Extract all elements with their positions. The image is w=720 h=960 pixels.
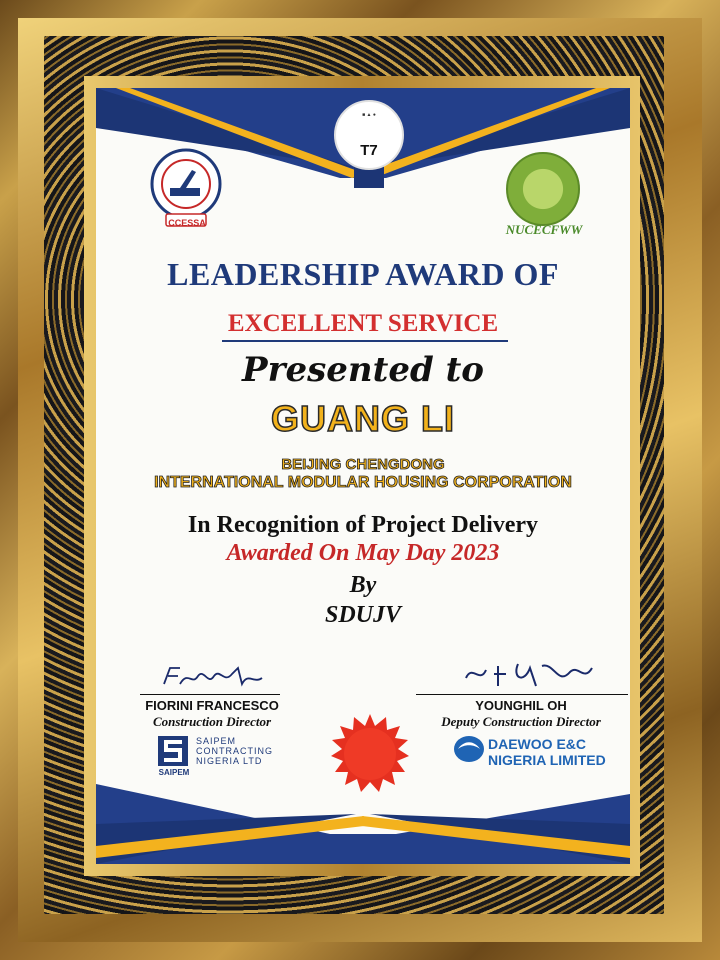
nucecfww-logo — [506, 152, 580, 226]
signatory-name-left: FIORINI FRANCESCO — [145, 698, 279, 713]
signature-left — [158, 662, 268, 692]
center-badge — [334, 100, 404, 170]
signatory-name-right: YOUNGHIL OH — [475, 698, 567, 713]
by-label: By — [349, 572, 377, 598]
ccessa-label: CCESSA — [168, 218, 206, 228]
nucecfww-label: NUCECFWW — [505, 222, 583, 237]
signature-line-left — [140, 694, 280, 695]
issuer-name: SDUJV — [324, 602, 402, 628]
signatory-role-left: Construction Director — [152, 714, 272, 729]
signature-line-right — [416, 694, 628, 695]
award-subtitle: EXCELLENT SERVICE — [227, 310, 499, 337]
company-name-line1: BEIJING CHENGDONG — [281, 456, 445, 473]
signature-right — [458, 658, 598, 692]
saipem-company-name: SAIPEM CONTRACTING NIGERIA LTD — [196, 736, 273, 766]
daewoo-company-name: DAEWOO E&C NIGERIA LIMITED — [488, 736, 606, 768]
certificate — [96, 88, 630, 864]
saipem-logo-label: SAIPEM — [158, 768, 190, 777]
badge-label: T7 — [360, 142, 378, 159]
award-title: LEADERSHIP AWARD OF — [167, 256, 559, 292]
award-date: Awarded On May Day 2023 — [226, 540, 500, 566]
subtitle-underline — [222, 340, 508, 342]
badge-partner-logos: ■ ▲ ● — [362, 112, 376, 118]
recognition-text: In Recognition of Project Delivery — [187, 512, 539, 538]
recipient-name: GUANG LI — [271, 398, 455, 439]
red-seal-icon — [328, 712, 412, 796]
company-name-line2: INTERNATIONAL MODULAR HOUSING CORPORATION — [154, 474, 572, 491]
presented-to-text: Presented to — [242, 350, 484, 390]
signatory-role-right: Deputy Construction Director — [441, 714, 601, 729]
